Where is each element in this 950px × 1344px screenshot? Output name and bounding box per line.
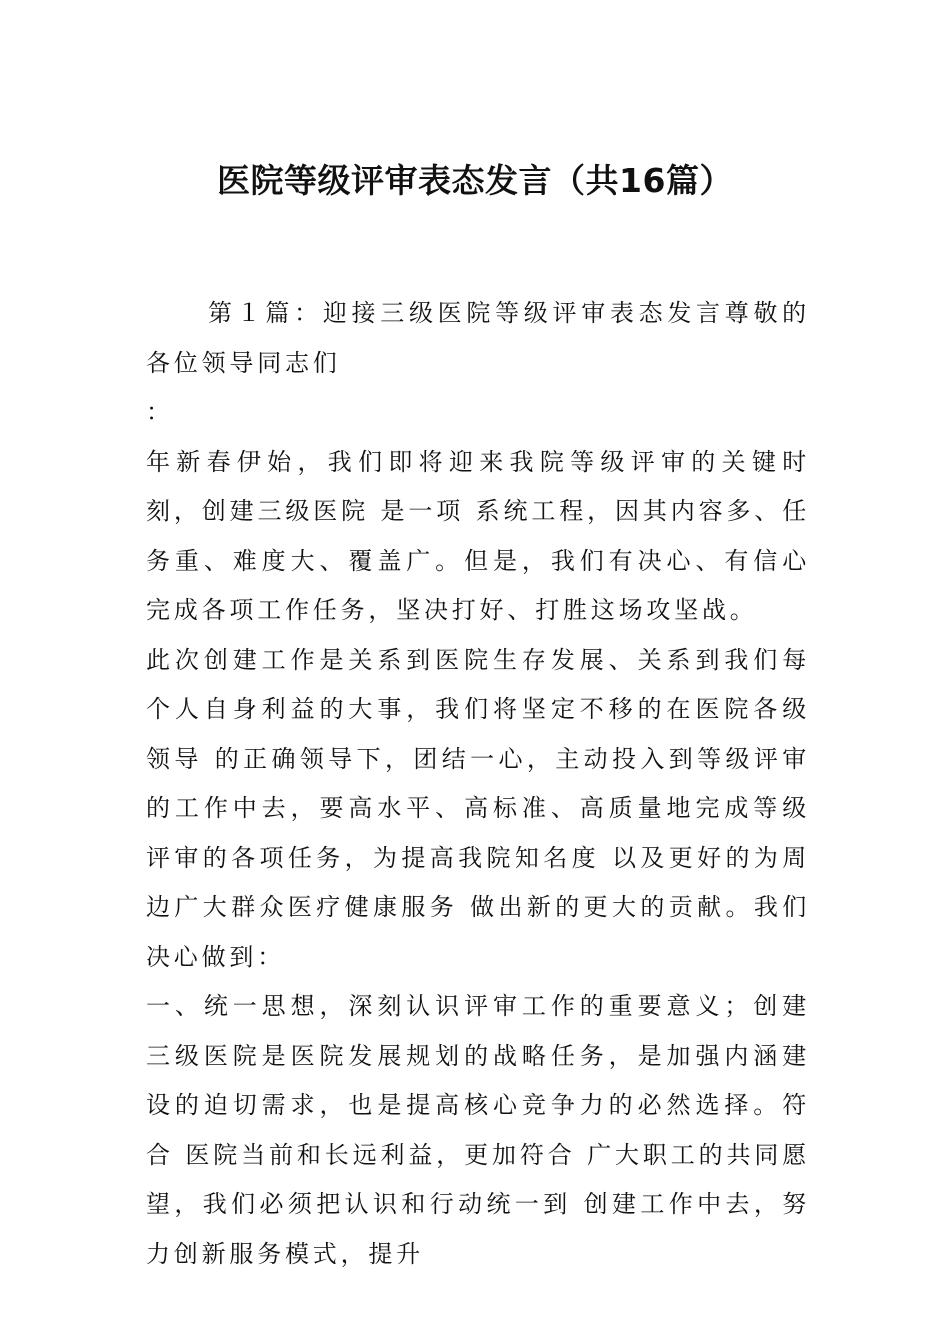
paragraph-colon: ： bbox=[146, 398, 174, 426]
paragraph-heading: 第１篇：迎接三级医院等级评审表态发言尊敬的各位领导同志们 bbox=[146, 299, 810, 377]
paragraph: 一、统一思想，深刻认识评审工作的重要意义；创建三级医院是医院发展规划的战略任务，是加强内涵建设的迫切需求，也是提高核心竞争力的必然选择。符合 医院当前和长远利益，更加符合 广大职工的共同愿望，我们必须把认识和行动统一到 创建工作中去，努力创新服务模式，提升 bbox=[146, 992, 810, 1268]
paragraph: 此次创建工作是关系到医院生存发展、关系到我们每个人自身利益的大事，我们将坚定不移的在医院各级领导 的正确领导下，团结一心，主动投入到等级评审的工作中去，要高水平、高标准、高质量地完成等级评审的各项任务，为提高我院知名度 以及更好的为周边广大群众医疗健康服务 做出新的更大的贡献。我们决心做到： bbox=[146, 645, 810, 971]
document-title: 医院等级评审表态发言（共16篇） bbox=[217, 161, 733, 200]
document-body bbox=[146, 289, 810, 1279]
paragraph: 年新春伊始，我们即将迎来我院等级评审的关键时刻，创建三级医院 是一项 系统工程，因其内容多、任务重、难度大、覆盖广。但是，我们有决心、有信心完成各项工作任务，坚决打好、打胜这场攻坚战。 bbox=[146, 447, 810, 624]
